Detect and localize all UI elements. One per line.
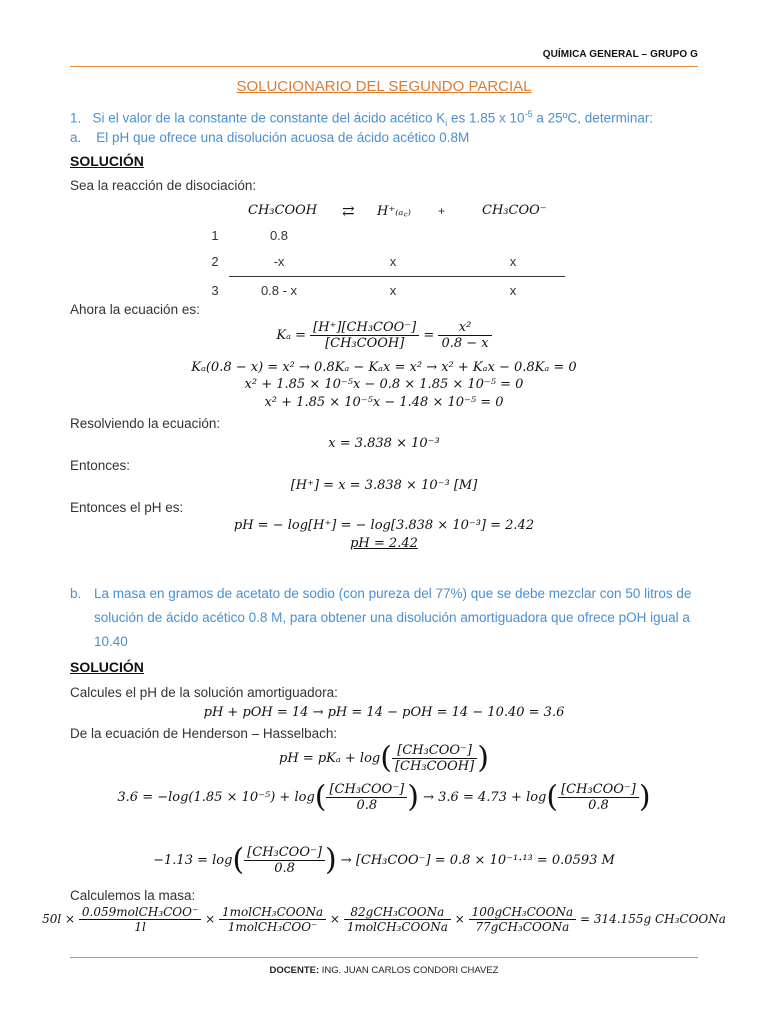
part-b-text-3: 10.40: [94, 634, 128, 649]
mass-fraction-3: [344, 905, 451, 934]
left-paren: (: [232, 842, 245, 878]
mass-start: 50l ×: [42, 912, 76, 926]
reaction-intro: Sea la reacción de disociación:: [70, 178, 257, 193]
hh-numerator: [CH₃COO⁻]: [392, 743, 477, 759]
solution-heading-b: SOLUCIÓN: [70, 659, 144, 675]
ka-equals: =: [423, 328, 435, 343]
equation-line-2: Kₐ(0.8 − x) = x² → 0.8Kₐ − Kₐx = x² → x² + Kₐx − 0.8Kₐ = 0: [191, 360, 577, 375]
reactant: CH₃COOH: [248, 203, 318, 218]
mass-f2-num: 1molCH₃COONa: [219, 905, 326, 920]
line-a-fraction-2: [558, 782, 639, 813]
buffer-ph-intro: Calcules el pH de la solución amortiguadora:: [70, 685, 338, 700]
equilibrium-arrow: ⇄: [342, 202, 355, 220]
mass-f4-num: 100gCH₃COONa: [469, 905, 577, 920]
table-cell: -x: [273, 254, 285, 269]
question-text-mid: es 1.85 x 10: [447, 110, 525, 126]
table-cell: x: [509, 254, 517, 269]
left-paren: (: [314, 779, 327, 815]
table-cell: 0.8 - x: [260, 283, 298, 298]
mass-fraction-2: [219, 905, 326, 934]
question-text-post: a 25ºC, determinar:: [532, 110, 654, 126]
acetate-concentration-line: [0, 842, 768, 878]
right-paren: ): [477, 740, 489, 776]
ka-lhs: Kₐ =: [276, 328, 306, 343]
line-a-fraction: [326, 782, 407, 813]
question-number: 1.: [70, 110, 82, 126]
mass-f1-num: 0.059molCH₃COO⁻: [79, 905, 201, 920]
mass-f4-den: 77gCH₃COONa: [475, 920, 570, 934]
solution-heading-a: SOLUCIÓN: [70, 153, 144, 169]
hh-fraction: [392, 743, 477, 774]
footer: [0, 965, 768, 976]
times-sign: ×: [454, 912, 465, 926]
product-acetate: CH₃COO⁻: [482, 203, 547, 218]
table-cell: x: [389, 254, 397, 269]
x-value: x = 3.838 × 10⁻³: [328, 436, 440, 451]
table-cell-step: 1: [211, 228, 219, 243]
course-header: QUÍMICA GENERAL – GRUPO G: [542, 49, 698, 60]
line-b-lhs: −1.13 = log: [153, 853, 233, 868]
table-row: [205, 228, 565, 252]
line-b-fraction: [244, 845, 325, 876]
line-b-numerator: [CH₃COO⁻]: [244, 845, 325, 861]
part-b-text-2: solución de ácido acético 0.8 M, para obtener una disolución amortiguadora que ofrece pOH igual a: [94, 610, 690, 625]
part-a-text: El pH que ofrece una disolución acuosa de ácido acético 0.8M: [96, 130, 470, 145]
right-paren: ): [407, 779, 419, 815]
line-b-rhs: → [CH₃COO⁻] = 0.8 × 10⁻¹·¹³ = 0.0593 M: [340, 853, 615, 868]
mass-fraction-4: [469, 905, 577, 934]
equation-line-4: x² + 1.85 × 10⁻⁵x − 1.48 × 10⁻⁵ = 0: [264, 395, 504, 410]
solving-label: Resolviendo la ecuación:: [70, 416, 221, 431]
ph-result: pH = 2.42: [350, 536, 418, 551]
ph-calculation: pH = − log[H⁺] = − log[3.838 × 10⁻³] = 2.42: [233, 518, 535, 533]
henderson-intro: De la ecuación de Henderson – Hasselbach:: [70, 726, 338, 741]
line-a-numerator-2: [CH₃COO⁻]: [558, 782, 639, 798]
part-b-question: [70, 582, 700, 654]
question-text-sub: i: [445, 118, 448, 129]
part-a-question: [70, 126, 469, 150]
page-title: SOLUCIONARIO DEL SEGUNDO PARCIAL: [236, 78, 532, 95]
ka-fraction: [310, 320, 419, 351]
header-rule: [70, 66, 698, 67]
table-cell: x: [509, 283, 517, 298]
line-a-numerator: [CH₃COO⁻]: [326, 782, 407, 798]
table-cell-step: 3: [211, 283, 219, 298]
left-paren: (: [380, 740, 392, 776]
table-row: [211, 252, 565, 277]
part-b-text-1: La masa en gramos de acetato de sodio (con pureza del 77%) que se debe mezclar con 50 litros de: [94, 586, 692, 601]
h-concentration: [H⁺] = x = 3.838 × 10⁻³ [M]: [290, 478, 478, 493]
footer-rule: [70, 957, 698, 958]
table-cell: x: [389, 283, 397, 298]
mass-f2-den: 1molCH₃COO⁻: [227, 920, 318, 934]
part-a-label: a.: [70, 130, 82, 145]
line-a-denominator: 0.8: [356, 798, 378, 813]
then-label-2: Entonces el pH es:: [70, 500, 184, 515]
times-sign: ×: [329, 912, 340, 926]
mass-f3-den: 1molCH₃COONa: [346, 920, 448, 934]
equation-line-3: x² + 1.85 × 10⁻⁵x − 0.8 × 1.85 × 10⁻⁵ = 0: [244, 377, 524, 392]
mass-result: = 314.155g CH₃COONa: [579, 912, 726, 926]
ka-fraction-x: [438, 320, 491, 351]
ka-numerator: [H⁺][CH₃COO⁻]: [310, 320, 419, 336]
ka-denominator: [CH₃COOH]: [325, 336, 405, 351]
then-label-1: Entonces:: [70, 458, 131, 473]
line-a-denominator-2: 0.8: [588, 798, 609, 813]
equation-intro: Ahora la ecuación es:: [70, 302, 200, 317]
part-b-line-1: [70, 582, 700, 606]
question-text-pre: Si el valor de la constante de constante del ácido acético K: [92, 110, 446, 126]
hh-lhs: pH = pKₐ + log: [279, 751, 381, 766]
table-cell-step: 2: [211, 254, 219, 269]
product-h-ion: H⁺₍ₐ꜀₎: [377, 204, 411, 219]
table-cell: 0.8: [269, 228, 289, 243]
line-a-mid: → 3.6 = 4.73 + log: [423, 790, 547, 805]
line-b-denominator: 0.8: [274, 861, 295, 876]
mass-f1-den: 1l: [134, 920, 146, 934]
right-paren: ): [324, 842, 337, 878]
footer-label: DOCENTE:: [269, 965, 320, 976]
ice-table: [205, 228, 565, 301]
footer-teacher: ING. JUAN CARLOS CONDORI CHAVEZ: [319, 965, 499, 976]
henderson-equation: [0, 740, 768, 776]
line-a-lhs: 3.6 = −log(1.85 × 10⁻⁵) + log: [117, 790, 315, 805]
mass-intro: Calculemos la masa:: [70, 888, 196, 903]
ka-denominator-x: 0.8 − x: [441, 336, 489, 351]
mass-f3-num: 82gCH₃COONa: [344, 905, 451, 920]
left-paren: (: [546, 779, 559, 815]
substitution-line: [0, 779, 768, 815]
ka-numerator-x: x²: [438, 320, 491, 336]
question-text-sup: -5: [524, 109, 533, 119]
mass-calculation: [0, 905, 768, 934]
ph-poh-equation: pH + pOH = 14 → pH = 14 − pOH = 14 − 10.40 = 3.6: [203, 705, 565, 720]
hh-denominator: [CH₃COOH]: [394, 759, 475, 774]
ka-expression: [0, 320, 768, 351]
right-paren: ): [638, 779, 651, 815]
table-row: [205, 277, 565, 301]
part-b-label: b.: [70, 586, 82, 601]
plus-sign: +: [438, 204, 446, 218]
mass-fraction-1: [79, 905, 201, 934]
times-sign: ×: [205, 912, 216, 926]
